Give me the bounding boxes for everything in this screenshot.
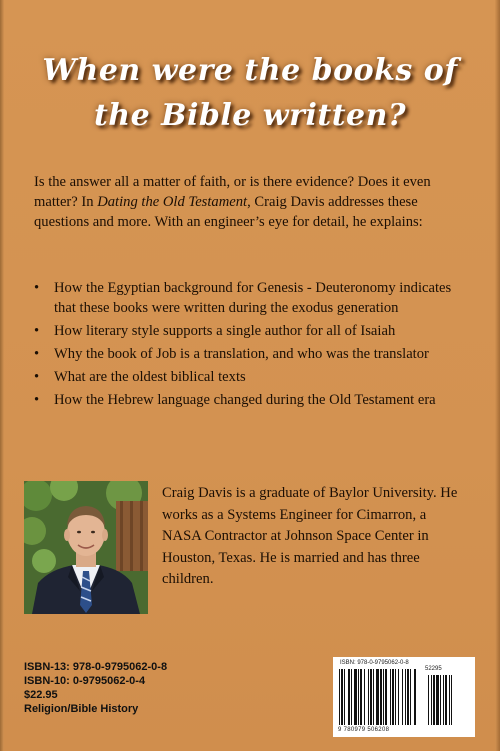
barcode-addon-bar <box>431 675 432 725</box>
feature-item <box>34 278 464 318</box>
barcode-bar <box>351 669 352 725</box>
barcode-bar <box>383 669 384 725</box>
bullet-icon: • <box>34 369 40 385</box>
bullet-icon: • <box>34 323 40 339</box>
category-label: Religion/Bible History <box>24 703 139 715</box>
barcode-bars-icon <box>333 657 475 737</box>
cover-left-edge <box>0 0 4 751</box>
feature-list <box>34 278 464 413</box>
intro-text-before: Is the answer all a matter of faith, or is there evidence? Does it even matter? In <box>34 174 431 210</box>
barcode-addon-bar <box>449 675 450 725</box>
barcode-bar <box>360 669 362 725</box>
bullet-icon: • <box>34 280 40 296</box>
barcode-bar <box>348 669 350 725</box>
feature-text: How the Hebrew language changed during the Old Testament era <box>54 392 436 408</box>
barcode-addon-bar <box>451 675 452 725</box>
barcode-bar <box>339 669 340 725</box>
barcode-addon-bar <box>445 675 447 725</box>
feature-item <box>34 367 464 387</box>
barcode-addon-bar <box>440 675 441 725</box>
barcode <box>333 657 475 737</box>
book-title: Dating the Old Testament <box>97 194 248 210</box>
feature-item <box>34 344 464 364</box>
barcode-bar <box>368 669 369 725</box>
barcode-bar <box>405 669 406 725</box>
barcode-bar <box>407 669 409 725</box>
intro-paragraph <box>34 172 464 232</box>
barcode-bar <box>380 669 382 725</box>
barcode-bar <box>364 669 365 725</box>
isbn13-label: ISBN-13: 978-0-9795062-0-8 <box>24 661 168 673</box>
barcode-addon-bar <box>436 675 439 725</box>
barcode-bar <box>398 669 399 725</box>
feature-text: Why the book of Job is a translation, and who was the translator <box>54 346 429 362</box>
barcode-bar <box>354 669 357 725</box>
barcode-bar <box>390 669 391 725</box>
barcode-isbn-label: ISBN: 978-0-9795062-0-8 <box>340 660 409 666</box>
intro-text-after: , Craig Davis addresses these questions and more. With an engineer’s eye for detail, he explains: <box>34 194 423 230</box>
barcode-bar <box>341 669 343 725</box>
bullet-icon: • <box>34 392 40 408</box>
barcode-bar <box>414 669 416 725</box>
barcode-addon-bar <box>443 675 444 725</box>
cover-headline: When were the books of the Bible written? <box>42 53 458 133</box>
price-label: $22.95 <box>24 689 58 701</box>
barcode-bar <box>385 669 387 725</box>
feature-text: What are the oldest biblical texts <box>54 369 246 385</box>
barcode-bar <box>358 669 359 725</box>
barcode-bar <box>395 669 396 725</box>
barcode-bar <box>373 669 374 725</box>
author-portrait-icon <box>24 481 148 614</box>
barcode-bar <box>392 669 394 725</box>
pricing-block <box>24 660 167 716</box>
barcode-digits: 9 780979 506208 <box>338 727 390 733</box>
barcode-bar <box>402 669 403 725</box>
feature-item <box>34 390 464 410</box>
author-bio: Craig Davis is a graduate of Baylor University. He works as a Systems Engineer for Cimarron, a NASA Contractor at Johnson Space Center in Houston, Texas. He is married and has three children. <box>162 485 458 587</box>
barcode-bar <box>376 669 379 725</box>
author-photo <box>24 481 148 614</box>
bullet-icon: • <box>34 346 40 362</box>
isbn10-label: ISBN-10: 0-9795062-0-4 <box>24 675 146 687</box>
cover-right-edge <box>495 0 500 751</box>
feature-text: How literary style supports a single author for all of Isaiah <box>54 323 396 339</box>
barcode-bar <box>370 669 372 725</box>
barcode-bar <box>344 669 345 725</box>
barcode-addon-bar <box>428 675 429 725</box>
barcode-addon-digits: 52295 <box>425 666 442 672</box>
barcode-bar <box>410 669 411 725</box>
barcode-addon-bar <box>433 675 435 725</box>
feature-text: How the Egyptian background for Genesis - Deuteronomy indicates that these books were written during the exodus generation <box>54 280 452 316</box>
feature-item <box>34 321 464 341</box>
